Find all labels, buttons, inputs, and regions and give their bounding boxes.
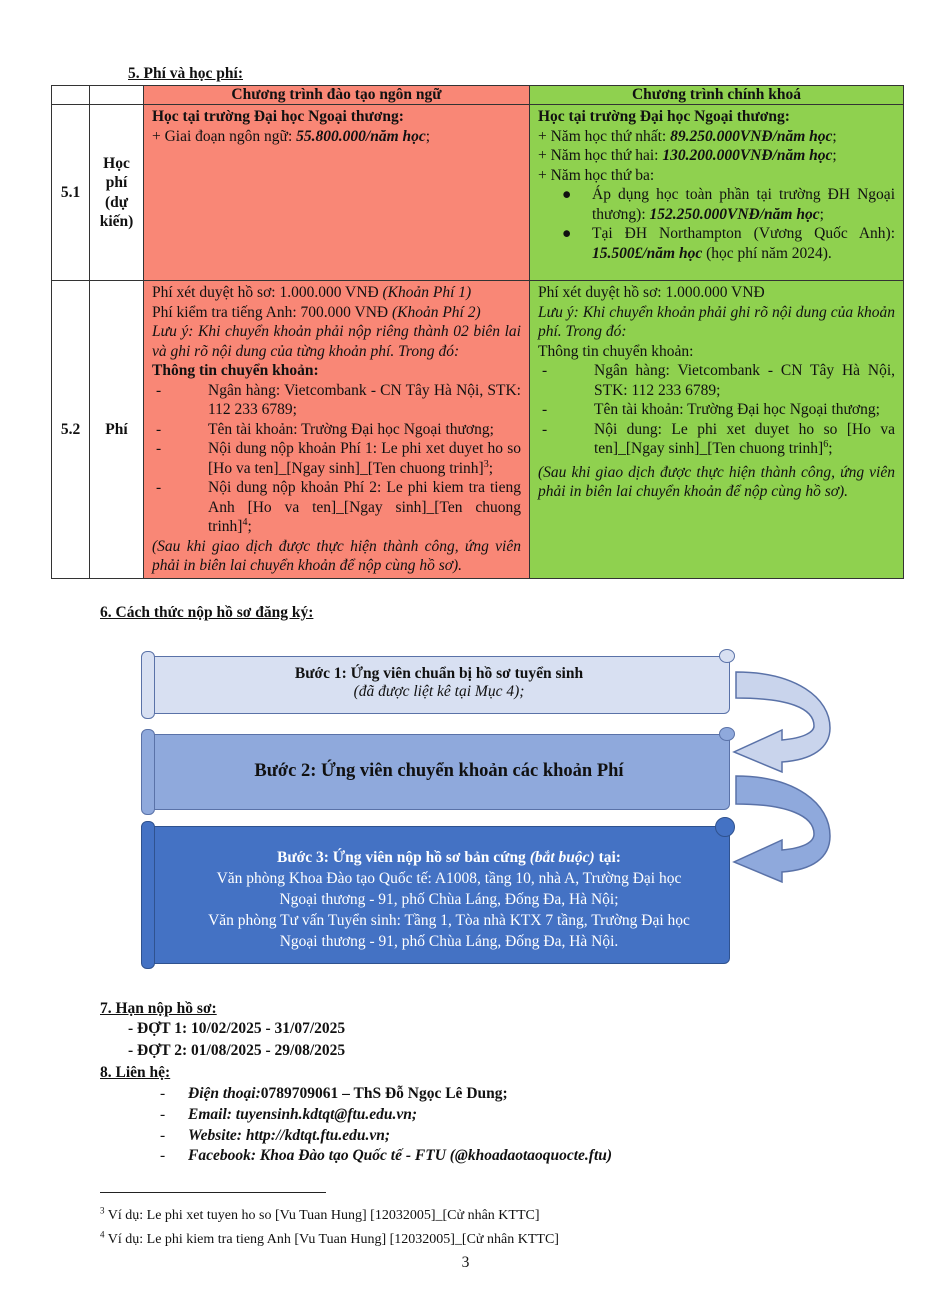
after-transfer-note: (Sau khi giao dịch được thực hiện thành công, ứng viên phải in biên lai chuyển khoản để nộp cùng hồ sơ). xyxy=(538,463,895,500)
footnote-divider xyxy=(100,1192,326,1193)
step-1-box xyxy=(148,656,730,714)
table-row xyxy=(52,105,904,281)
contact-facebook: - Facebook: Khoa Đào tạo Quốc tế - FTU (@khoadaotaoquocte.ftu) xyxy=(160,1147,613,1164)
footnote-4: $^4$ Ví dụ: Le phi kiem tra tieng Anh [Vu Tuan Hung] [12032005]_[Cử nhân KTTC] xyxy=(100,1229,559,1247)
fee-language-cell xyxy=(144,281,530,579)
list-item: ● Áp dụng học toàn phần tại trường ĐH Ngoại thương): 152.250.000VNĐ/năm học; xyxy=(562,186,895,223)
row-number: 5.1 xyxy=(52,105,90,281)
fee-main-line: Phí xét duyệt hồ sơ: 1.000.000 VNĐ xyxy=(538,284,765,301)
row-label: Phí xyxy=(90,281,144,579)
tuition-year3: + Năm học thứ ba: xyxy=(538,166,655,184)
bullet-icon: ● xyxy=(562,186,572,203)
step-3-address-1: Văn phòng Khoa Đào tạo Quốc tế: A1008, tầng 10, nhà A, Trường Đại học Ngoại thương - 91, phố Chùa Láng, Đống Đa, Hà Nội; xyxy=(216,870,682,908)
section-7-title: 7. Hạn nộp hồ sơ: xyxy=(100,1000,217,1017)
list-item: ● Tại ĐH Northampton (Vương Quốc Anh): 15.500£/năm học (học phí năm 2024). xyxy=(562,225,895,262)
deadline-round-2: - ĐỢT 2: 01/08/2025 - 29/08/2025 xyxy=(128,1042,346,1059)
fee-table xyxy=(51,85,904,579)
list-item: - Ngân hàng: Vietcombank - CN Tây Hà Nội, STK: 112 233 6789; xyxy=(156,381,521,418)
transfer-info-title: Thông tin chuyển khoản: xyxy=(538,342,694,360)
fee-main-cell xyxy=(530,281,904,579)
row-label: Học phí (dự kiến) xyxy=(90,105,144,281)
tuition-year2: + Năm học thứ hai: 130.200.000VNĐ/năm học; xyxy=(538,147,837,164)
section-5-title: 5. Phí và học phí: xyxy=(128,65,243,82)
table-row xyxy=(52,281,904,579)
deadline-round-1: - ĐỢT 1: 10/02/2025 - 31/07/2025 xyxy=(128,1020,346,1037)
step-3-box xyxy=(148,826,730,964)
fee-note: Lưu ý: Khi chuyển khoản phải nộp riêng thành 02 biên lai và ghi rõ nội dung của từng khoản phí. Trong đó: xyxy=(152,323,521,360)
list-item: - Nội dung nộp khoản Phí 1: Le phi xet duyet ho so [Ho va ten]_[Ngay sinh]_[Ten chuong trinh]$^3$; xyxy=(156,440,521,477)
contact-email: - Email: tuyensinh.kdtqt@ftu.edu.vn; xyxy=(160,1106,418,1123)
header-language-program: Chương trình đào tạo ngôn ngữ xyxy=(144,86,530,105)
transfer-info-title: Thông tin chuyển khoản: xyxy=(152,362,319,379)
list-item: - Nội dung: Le phi xet duyet ho so [Ho va ten]_[Ngay sinh]_[Ten chuong trinh]$^6$; xyxy=(542,420,895,457)
fee-main-note: Lưu ý: Khi chuyển khoản phải ghi rõ nội dung của khoản phí. Trong đó: xyxy=(538,303,895,340)
contact-website: - Website: http://kdtqt.ftu.edu.vn; xyxy=(160,1127,391,1144)
list-item: - Tên tài khoản: Trường Đại học Ngoại thương; xyxy=(542,401,880,418)
header-empty-2 xyxy=(90,86,144,105)
list-item: - Ngân hàng: Vietcombank - CN Tây Hà Nội, STK: 112 233 6789; xyxy=(542,362,895,399)
tuition-language-line: + Giai đoạn ngôn ngữ: 55.800.000/năm học; xyxy=(152,127,431,145)
list-item: - Tên tài khoản: Trường Đại học Ngoại thương; xyxy=(156,420,494,438)
step-1-subtitle: (đã được liệt kê tại Mục 4); xyxy=(353,683,525,700)
curved-arrow-icon xyxy=(726,772,836,892)
section-8-title: 8. Liên hệ: xyxy=(100,1064,171,1081)
page-number: 3 xyxy=(461,1254,470,1271)
step-3-title: Bước 3: Ứng viên nộp hồ sơ bản cứng (bắt buộc) tại: xyxy=(277,849,621,866)
footnote-3: $^3$ Ví dụ: Le phi xet tuyen ho so [Vu Tuan Hung] [12032005]_[Cử nhân KTTC] xyxy=(100,1205,540,1223)
tuition-language-cell xyxy=(144,105,530,281)
header-main-program: Chương trình chính khoá xyxy=(530,86,904,105)
step-1-title: Bước 1: Ứng viên chuẩn bị hồ sơ tuyển sinh xyxy=(294,665,584,682)
tuition-language-title: Học tại trường Đại học Ngoại thương: xyxy=(152,108,404,125)
header-empty-1 xyxy=(52,86,90,105)
after-transfer-note: (Sau khi giao dịch được thực hiện thành công, ứng viên phải in biên lai chuyển khoản để nộp cùng hồ sơ). xyxy=(152,537,521,574)
step-3-address-2: Văn phòng Tư vấn Tuyển sinh: Tầng 1, Tòa nhà KTX 7 tầng, Trường Đại học Ngoại thương - 91, phố Chùa Láng, Đống Đa, Hà Nội. xyxy=(208,912,690,950)
bullet-icon: ● xyxy=(562,225,572,242)
step-2-box xyxy=(148,734,730,810)
section-6-title: 6. Cách thức nộp hồ sơ đăng ký: xyxy=(100,604,314,621)
step-2-title: Bước 2: Ứng viên chuyển khoản các khoản Phí xyxy=(254,761,624,781)
table-header-row xyxy=(52,86,904,105)
fee-1-line: Phí xét duyệt hồ sơ: 1.000.000 VNĐ (Khoản Phí 1) xyxy=(152,284,472,301)
curved-arrow-icon xyxy=(726,668,836,778)
tuition-year1: + Năm học thứ nhất: 89.250.000VNĐ/năm học; xyxy=(538,127,837,145)
fee-2-line: Phí kiểm tra tiếng Anh: 700.000 VNĐ (Khoản Phí 2) xyxy=(152,303,481,321)
contact-phone: - Điện thoại: 0789709061 – ThS Đỗ Ngọc Lê Dung; xyxy=(160,1085,508,1102)
row-number: 5.2 xyxy=(52,281,90,579)
tuition-main-cell xyxy=(530,105,904,281)
tuition-main-title: Học tại trường Đại học Ngoại thương: xyxy=(538,108,790,125)
list-item: - Nội dung nộp khoản Phí 2: Le phi kiem tra tieng Anh [Ho va ten]_[Ngay sinh]_[Ten chuong trinh]$^4$; xyxy=(156,479,521,535)
